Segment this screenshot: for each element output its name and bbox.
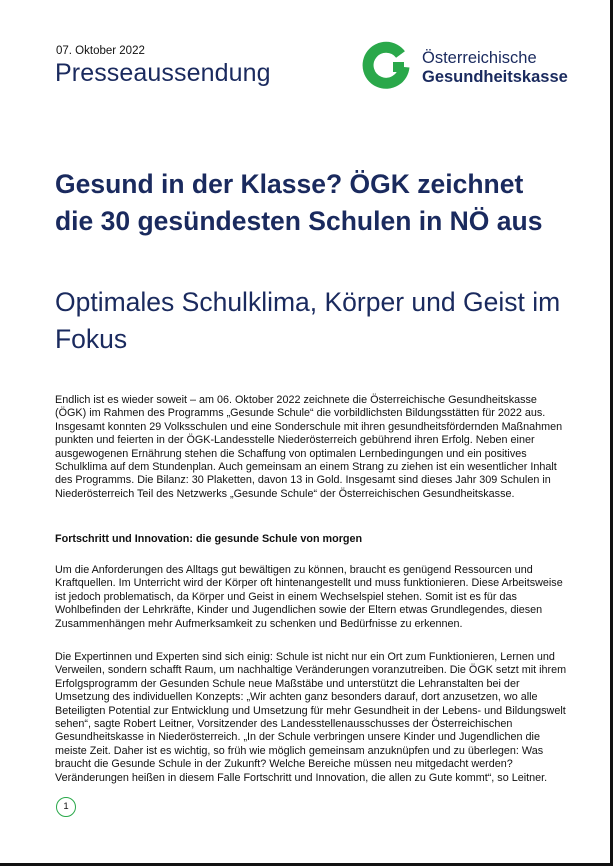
paragraph-third: Die Expertinnen und Experten sind sich einig: Schule ist nicht nur ein Ort zum Funktionieren, Lernen und Verweilen, sondern schafft Raum, um nachhaltige Veränderungen voranzutreiben. Die ÖGK setzt mit ihrem Erfolgsprogramm der Gesunden Schule neue Maßstäbe und unterstützt die Lehranstalten bei der Umsetzung des individuellen Konzepts: „Wir achten ganz besonders darauf, dort anzusetzen, wo alle Beteiligten Potential zur Entwicklung und Umsetzung für mehr Gesundheit in der Lebens- und Bildungswelt sehen“, sagte Robert Leitner, Vorsitzender des Landesstellenausschusses der Österreichischen Gesundheitskasse in Niederösterreich. „In der Schule verbringen unsere Kinder und Jugendlichen die meiste Zeit. Daher ist es wichtig, so früh wie möglich gemeinsam anzuknüpfen und zu überlegen: Was braucht die Gesunde Schule in der Zukunft? Welche Bereiche müssen neu mitgedacht werden? Veränderungen heißen in diesem Falle Fortschritt und Innovation, die allen zu Gute kommt“, so Leitner.: [55, 651, 567, 784]
paragraph-intro: Endlich ist es wieder soweit – am 06. Oktober 2022 zeichnete die Österreichische Gesundheitskasse (ÖGK) im Rahmen des Programms „Gesunde Schule“ die vorbildlichsten Bildungsstätten für 2022 aus. Insgesamt konnten 29 Volksschulen und eine Sonderschule mit ihren gesundheitsfördernden Maßnahmen punkten und feierten in der ÖGK-Landesstelle Niederösterreich gebührend ihren Erfolg. Neben einer ausgewogenen Ernährung stehen die Schaffung von optimalen Lernbedingungen und ein positives Schulklima auf dem Stundenplan. Auch gemeinsam an einem Strang zu ziehen ist ein wesentlicher Inhalt des Programms. Die Bilanz: 30 Plaketten, davon 13 in Gold. Insgesamt sind dieses Jahr 309 Schulen in Niederösterreich Teil des Netzwerks „Gesunde Schule“ der Österreichischen Gesundheitskasse.: [55, 394, 563, 500]
page-number: 1: [56, 797, 76, 817]
subheadline: Optimales Schulklima, Körper und Geist im Fokus: [55, 287, 561, 354]
oegk-logo-icon: [360, 41, 412, 93]
oegk-logo: [360, 41, 580, 93]
headline: Gesund in der Klasse? ÖGK zeichnet die 30 gesündesten Schulen in NÖ aus: [55, 169, 543, 236]
document-type-title: Presseaussendung: [55, 59, 271, 87]
release-date: 07. Oktober 2022: [56, 45, 145, 57]
logo-line-1: Österreichische: [422, 49, 537, 67]
logo-line-2: Gesundheitskasse: [422, 68, 568, 86]
logo-wordmark: [422, 49, 568, 87]
paragraph-second: Um die Anforderungen des Alltags gut bewältigen zu können, braucht es genügend Ressourcen und Kraftquellen. Im Unterricht wird der Körper oft hintenangestellt und muss funktionieren. Diese Arbeitsweise ist jedoch problematisch, da Körper und Geist in einem Wechselspiel stehen. Somit ist es für das Wohlbefinden der Lehrkräfte, Kinder und Jugendlichen sowie der Eltern etwas Grundlegendes, diesen Zusammenhängen mehr Aufmerksamkeit zu schenken und Bedürfnisse zu erkennen.: [55, 564, 563, 630]
section-heading: Fortschritt und Innovation: die gesunde Schule von morgen: [55, 533, 363, 545]
